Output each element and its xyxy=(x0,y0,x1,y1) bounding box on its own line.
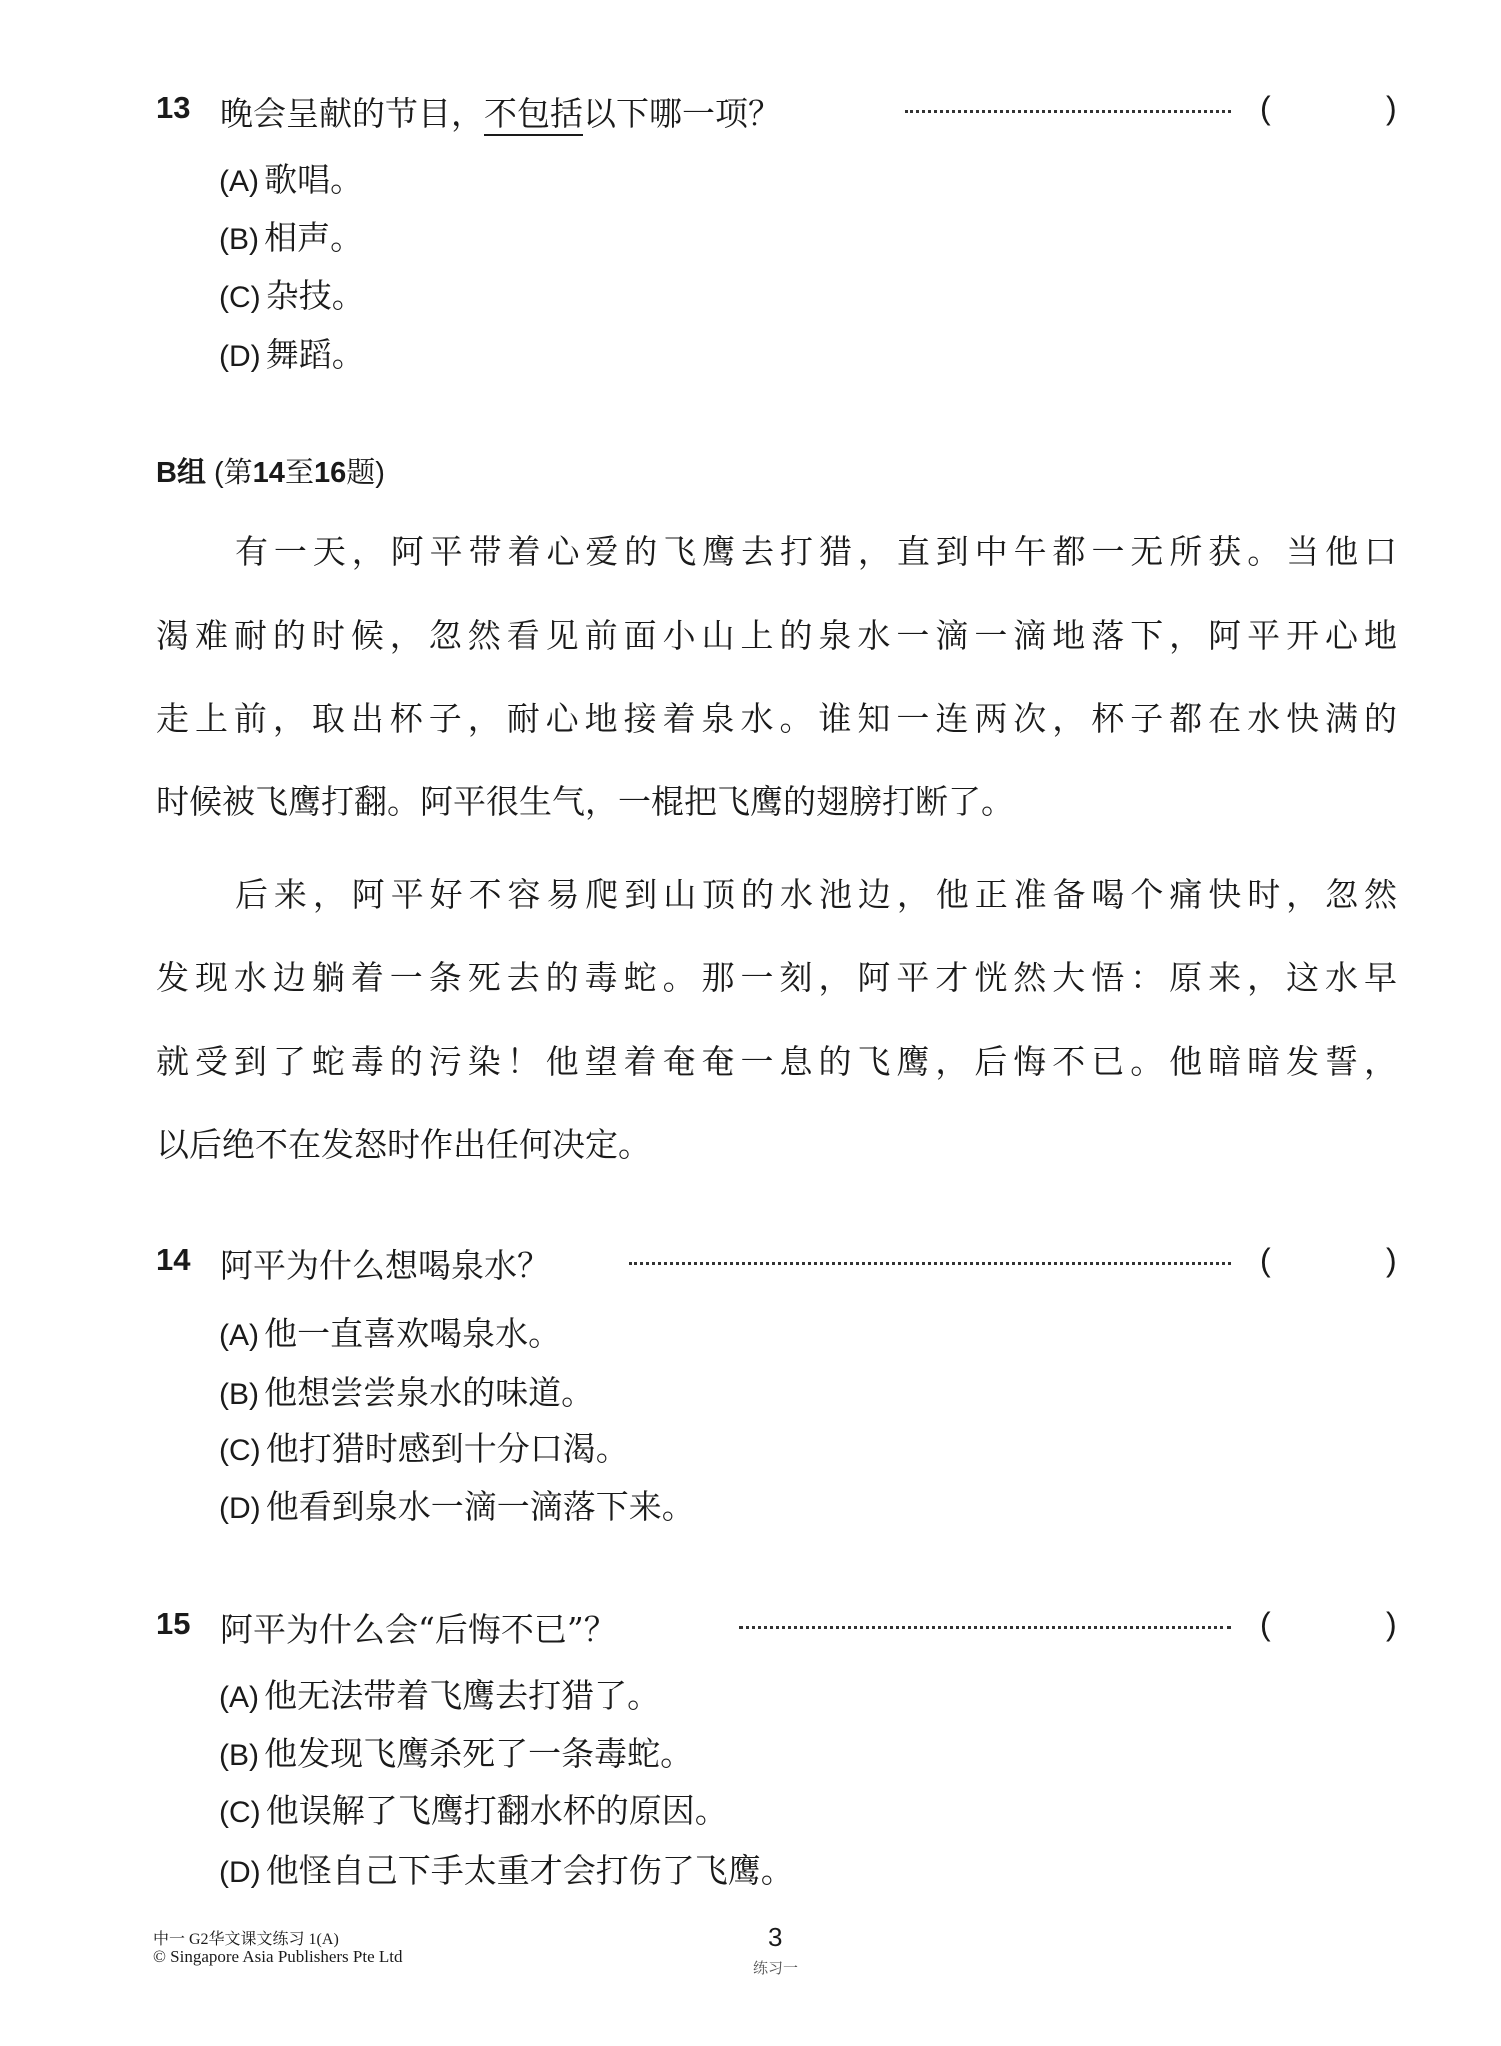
option-letter: (B) xyxy=(219,223,259,256)
dotted-leader xyxy=(905,110,1231,113)
option-text: 歌唱。 xyxy=(264,160,364,199)
option-letter: (D) xyxy=(219,1492,261,1525)
option-text: 他发现飞鹰杀死了一条毒蛇。 xyxy=(264,1734,694,1773)
option-a xyxy=(219,1670,660,1717)
dotted-leader xyxy=(629,1262,1231,1265)
answer-bracket-close[interactable]: ) xyxy=(1386,1242,1397,1278)
passage-line: 后来，阿平好不容易爬到山顶的水池边，他正准备喝个痛快时，忽然 xyxy=(235,875,1397,914)
passage-line: 以后绝不在发怒时作出任何决定。 xyxy=(156,1125,651,1164)
option-c xyxy=(219,1423,629,1470)
section-from: 14 xyxy=(252,457,285,489)
passage-line: 渴难耐的时候，忽然看见前面小山上的泉水一滴一滴地落下，阿平开心地 xyxy=(156,616,1397,655)
question-text-part: 以下哪一项？ xyxy=(583,94,781,133)
passage-line: 有一天，阿平带着心爱的飞鹰去打猎，直到中午都一无所获。当他口 xyxy=(235,532,1397,571)
option-letter: (A) xyxy=(219,1681,259,1714)
passage-line: 就受到了蛇毒的污染！他望着奄奄一息的飞鹰，后悔不已。他暗暗发誓， xyxy=(156,1042,1397,1081)
option-letter: (C) xyxy=(219,1796,261,1829)
option-b xyxy=(219,212,363,259)
question-text xyxy=(220,88,781,135)
copyright: © Singapore Asia Publishers Pte Ltd xyxy=(153,1947,403,1966)
option-letter: (C) xyxy=(219,281,261,314)
section-text: (第 xyxy=(205,457,253,489)
option-letter: (A) xyxy=(219,1319,259,1352)
underlined-keyword: 不包括 xyxy=(484,94,583,136)
section-text: 至 xyxy=(284,457,314,489)
passage-line: 时候被飞鹰打翻。阿平很生气，一棍把飞鹰的翅膀打断了。 xyxy=(156,782,1014,821)
question-text-part: 晚会呈献的节目， xyxy=(220,94,484,133)
question-number: 13 xyxy=(156,90,191,125)
section-heading xyxy=(156,450,385,491)
dotted-leader xyxy=(739,1626,1231,1629)
section-text: 题) xyxy=(346,457,385,489)
option-letter: (B) xyxy=(219,1739,259,1772)
answer-bracket-open[interactable]: ( xyxy=(1260,90,1271,126)
option-letter: (B) xyxy=(219,1378,259,1411)
page-label: 练习一 xyxy=(753,1959,799,1977)
option-text: 舞蹈。 xyxy=(265,335,365,374)
option-text: 他一直喜欢喝泉水。 xyxy=(264,1314,562,1353)
option-text: 他误解了飞鹰打翻水杯的原因。 xyxy=(265,1791,728,1830)
question-number: 15 xyxy=(156,1606,191,1641)
question-number: 14 xyxy=(156,1242,191,1277)
option-text: 他怪自己下手太重才会打伤了飞鹰。 xyxy=(265,1851,794,1890)
section-group: B组 xyxy=(156,457,206,489)
answer-bracket-close[interactable]: ) xyxy=(1386,1606,1397,1642)
section-to: 16 xyxy=(313,457,347,489)
option-letter: (A) xyxy=(219,165,259,198)
option-d xyxy=(219,1845,794,1892)
option-c xyxy=(219,270,365,317)
option-text: 相声。 xyxy=(264,218,364,257)
option-text: 他看到泉水一滴一滴落下来。 xyxy=(265,1487,695,1526)
passage-line: 走上前，取出杯子，耐心地接着泉水。谁知一连两次，杯子都在水快满的 xyxy=(156,699,1397,738)
option-text: 他无法带着飞鹰去打猎了。 xyxy=(264,1676,661,1715)
option-text: 他打猎时感到十分口渴。 xyxy=(265,1429,629,1468)
option-letter: (C) xyxy=(219,1434,261,1467)
option-b xyxy=(219,1728,693,1775)
option-letter: (D) xyxy=(219,340,261,373)
option-b xyxy=(219,1367,594,1414)
option-c xyxy=(219,1785,728,1832)
option-d xyxy=(219,1481,695,1528)
option-a xyxy=(219,154,363,201)
option-d xyxy=(219,329,365,376)
question-text: 阿平为什么会“后悔不已”？ xyxy=(220,1610,617,1649)
answer-bracket-close[interactable]: ) xyxy=(1386,90,1397,126)
answer-bracket-open[interactable]: ( xyxy=(1260,1606,1271,1642)
page-number: 3 xyxy=(768,1922,783,1952)
answer-bracket-open[interactable]: ( xyxy=(1260,1242,1271,1278)
option-letter: (D) xyxy=(219,1856,261,1889)
book-title: 中一 G2华文课文练习 1(A) xyxy=(153,1931,339,1948)
option-a xyxy=(219,1308,561,1355)
option-text: 他想尝尝泉水的味道。 xyxy=(264,1373,595,1412)
question-text: 阿平为什么想喝泉水？ xyxy=(220,1246,550,1285)
passage-line: 发现水边躺着一条死去的毒蛇。那一刻，阿平才恍然大悟：原来，这水早 xyxy=(156,958,1397,997)
option-text: 杂技。 xyxy=(265,276,365,315)
